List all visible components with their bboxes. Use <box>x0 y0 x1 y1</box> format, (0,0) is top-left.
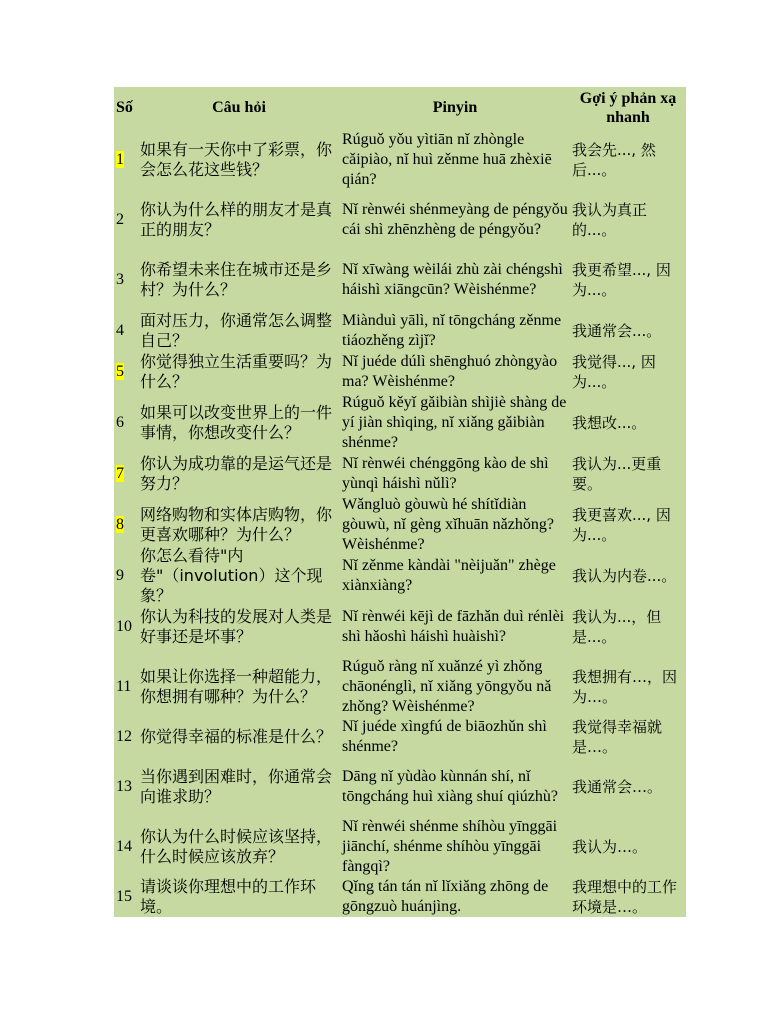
hint-cell: 我更喜欢..., 因为...。 <box>572 506 671 544</box>
row-number-text: 13 <box>116 778 132 795</box>
row-number-text: 2 <box>116 211 124 228</box>
row-number-text: 4 <box>116 322 124 339</box>
pinyin-cell: Rúguǒ kěyǐ gǎibiàn shìjiè shàng de yí jiàn shìqing, nǐ xiǎng gǎibiàn shénme? <box>342 394 567 451</box>
table-row <box>114 453 686 495</box>
row-number-text: 3 <box>116 271 124 288</box>
header-question: Câu hỏi <box>212 99 266 116</box>
table-row <box>114 817 686 877</box>
hint-cell: 我认为内卷...。 <box>572 567 677 585</box>
hint-cell: 我通常会...。 <box>572 322 662 340</box>
pinyin-cell: Miànduì yālì, nǐ tōngcháng zěnme tiáozhěng zìjǐ? <box>342 312 562 349</box>
pinyin-cell: Rúguǒ ràng nǐ xuǎnzé yì zhǒng chāonénglì, nǐ xiǎng yōngyǒu nǎ zhǒng? Wèishénme? <box>342 658 552 715</box>
row-number <box>114 727 138 747</box>
pinyin-cell: Dāng nǐ yùdào kùnnán shí, nǐ tōngcháng huì xiàng shuí qiúzhù? <box>342 768 558 805</box>
row-number <box>114 617 138 637</box>
row-number-text: 8 <box>116 516 124 533</box>
pinyin-cell: Nǐ rènwéi kējì de fāzhǎn duì rénlèi shì hǎoshì háishì huàishì? <box>342 608 565 645</box>
question-cell: 如果可以改变世界上的一件事情，你想改变什么？ <box>140 403 333 442</box>
question-cell: 你认为科技的发展对人类是好事还是坏事？ <box>140 607 333 646</box>
hint-cell: 我认为...更重要。 <box>572 455 662 493</box>
row-number-text: 9 <box>116 567 124 584</box>
pinyin-cell: Nǐ rènwéi chénggōng kào de shì yùnqì háishì nǔlì? <box>342 455 549 492</box>
row-number <box>114 362 138 382</box>
hint-cell: 我认为...，但是...。 <box>572 608 662 646</box>
row-number <box>114 464 138 484</box>
table-row <box>114 249 686 311</box>
table-header-row <box>114 87 686 129</box>
pinyin-cell: Nǐ zěnme kàndài "nèijuǎn" zhège xiànxiàng? <box>342 557 556 594</box>
row-number <box>114 321 138 341</box>
hint-cell: 我更希望..., 因为...。 <box>572 261 671 299</box>
pinyin-cell: Qǐng tán tán nǐ lǐxiǎng zhōng de gōngzuò huánjìng. <box>342 878 549 915</box>
table-row <box>114 597 686 657</box>
hint-cell: 我理想中的工作环境是…。 <box>572 878 678 916</box>
row-number <box>114 566 138 586</box>
header-pinyin: Pinyin <box>432 99 478 116</box>
pinyin-cell: Nǐ juéde xìngfú de biāozhǔn shì shénme? <box>342 718 547 755</box>
table-row <box>114 191 686 249</box>
row-number <box>114 887 138 907</box>
question-cell: 你觉得幸福的标准是什么？ <box>140 727 333 746</box>
hint-cell: 我通常会…。 <box>572 778 663 796</box>
table-row <box>114 717 686 757</box>
pinyin-cell: Nǐ rènwéi shénme shíhòu yīnggāi jiānchí, shénme shíhòu yīnggāi fàngqì? <box>342 818 558 875</box>
table-row <box>114 393 686 453</box>
row-number-text: 5 <box>116 363 124 380</box>
row-number <box>114 677 138 697</box>
header-no: Số <box>116 99 133 116</box>
question-cell: 你认为成功靠的是运气还是努力？ <box>140 454 333 493</box>
question-cell: 你希望未来住在城市还是乡村？为什么？ <box>140 260 333 299</box>
header-hint: Gợi ý phản xạ nhanh <box>579 90 677 126</box>
row-number <box>114 515 138 535</box>
hint-cell: 我觉得幸福就是…。 <box>572 718 663 756</box>
row-number <box>114 150 138 170</box>
table-body <box>114 129 686 917</box>
table-row <box>114 351 686 393</box>
question-cell: 如果有一天你中了彩票，你会怎么花这些钱？ <box>140 140 333 179</box>
question-cell: 你认为什么时候应该坚持，什么时候应该放弃？ <box>140 827 333 866</box>
table-row <box>114 877 686 917</box>
row-number <box>114 777 138 797</box>
question-cell: 请谈谈你理想中的工作环境。 <box>140 877 317 916</box>
row-number <box>114 270 138 290</box>
hint-cell: 我认为…。 <box>572 838 648 856</box>
row-number-text: 10 <box>116 618 132 635</box>
question-cell: 你觉得独立生活重要吗？为什么？ <box>140 352 333 391</box>
questions-table <box>114 87 686 917</box>
row-number <box>114 210 138 230</box>
row-number-text: 11 <box>116 678 132 695</box>
question-cell: 网络购物和实体店购物，你更喜欢哪种？为什么？ <box>140 505 333 544</box>
table-row <box>114 757 686 817</box>
table-row <box>114 129 686 191</box>
question-cell: 如果让你选择一种超能力，你想拥有哪种？为什么？ <box>140 667 333 706</box>
row-number <box>114 837 138 857</box>
row-number-text: 15 <box>116 888 132 905</box>
table-row <box>114 546 686 605</box>
hint-cell: 我想改...。 <box>572 414 647 432</box>
hint-cell: 我认为真正的...。 <box>572 201 648 239</box>
row-number-text: 1 <box>116 151 124 168</box>
question-cell: 你怎么看待"内卷"（involution）这个现象？ <box>140 546 323 605</box>
pinyin-cell: Wǎngluò gòuwù hé shítǐdiàn gòuwù, nǐ gèng xǐhuān nǎzhǒng? Wèishénme? <box>342 496 554 553</box>
row-number-text: 12 <box>116 728 132 745</box>
pinyin-cell: Nǐ rènwéi shénmeyàng de péngyǒu cái shì zhēnzhèng de péngyǒu? <box>342 201 568 238</box>
hint-cell: 我会先..., 然后...。 <box>572 141 656 179</box>
hint-cell: 我觉得..., 因为...。 <box>572 353 656 391</box>
question-cell: 面对压力，你通常怎么调整自己？ <box>140 311 333 350</box>
pinyin-cell: Rúguǒ yǒu yìtiān nǐ zhòngle cǎipiào, nǐ huì zěnme huā zhèxiē qián? <box>342 131 552 188</box>
row-number-text: 14 <box>116 838 132 855</box>
table-row <box>114 657 686 717</box>
row-number <box>114 413 138 433</box>
pinyin-cell: Nǐ xīwàng wèilái zhù zài chéngshì háishì xiāngcūn? Wèishénme? <box>342 261 563 298</box>
hint-cell: 我想拥有…，因为…。 <box>572 668 678 706</box>
question-cell: 当你遇到困难时，你通常会向谁求助？ <box>140 767 333 806</box>
pinyin-cell: Nǐ juéde dúlì shēnghuó zhòngyào ma? Wèishénme? <box>342 353 558 390</box>
row-number-text: 7 <box>116 465 124 482</box>
question-cell: 你认为什么样的朋友才是真正的朋友？ <box>140 200 333 239</box>
row-number-text: 6 <box>116 414 124 431</box>
table-row <box>114 311 686 351</box>
